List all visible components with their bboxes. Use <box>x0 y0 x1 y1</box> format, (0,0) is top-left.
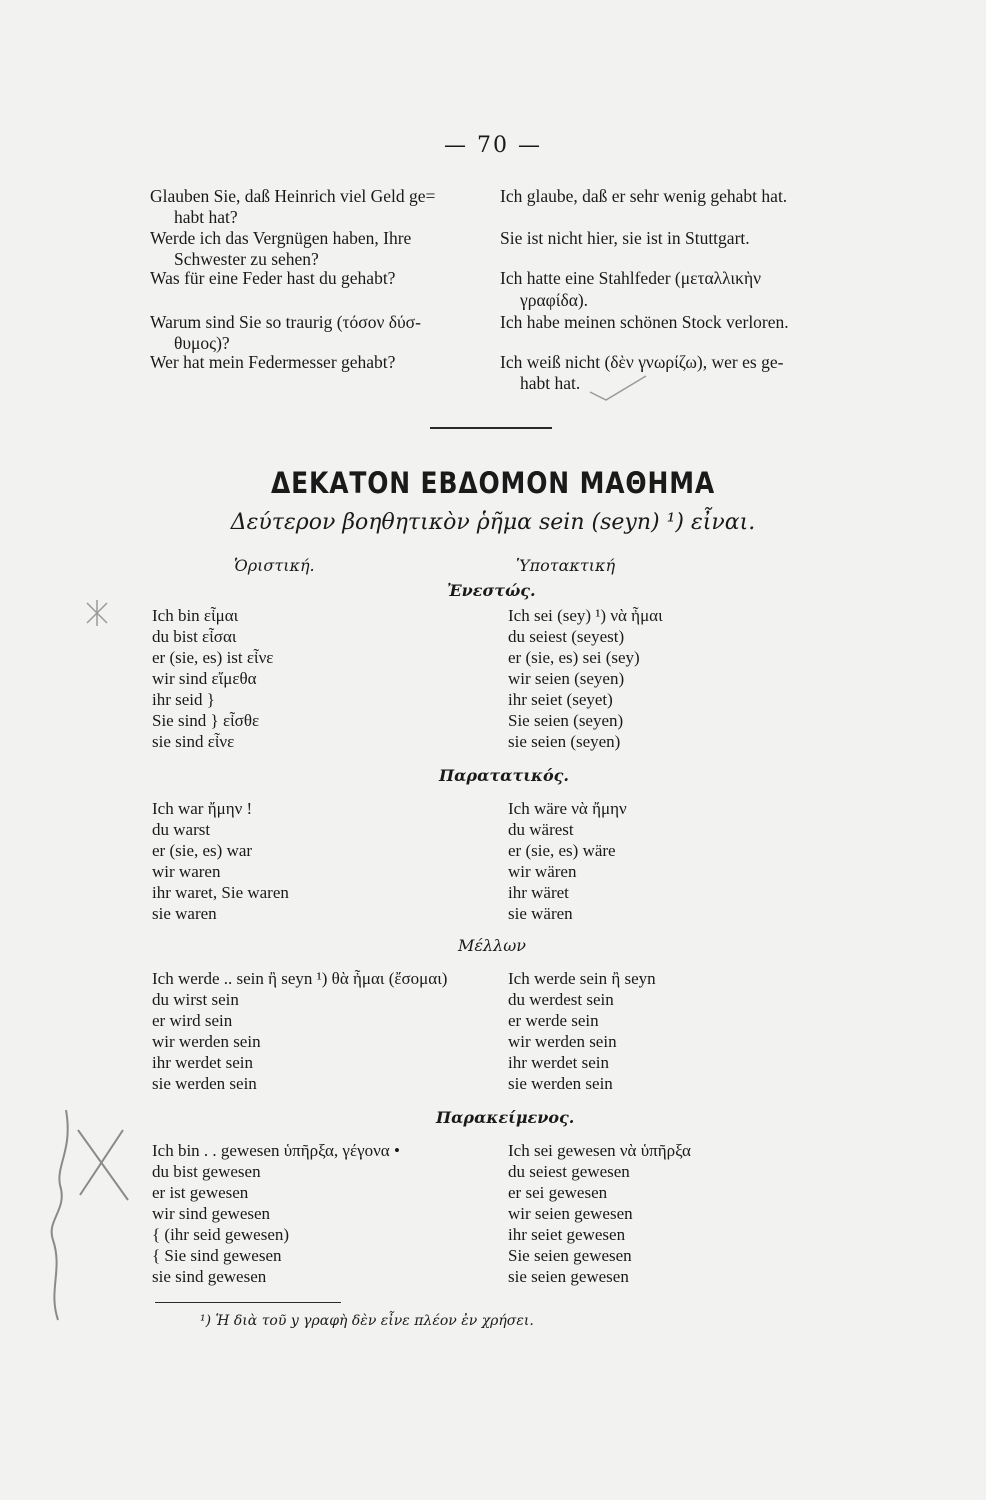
conj-line: { Sie sind gewesen <box>152 1246 282 1265</box>
lesson-title: ΔΕΚΑΤΟΝ ΕΒΔΟΜΟΝ ΜΑΘΗΜΑ <box>270 466 716 500</box>
answer-2: Sie ist nicht hier, sie ist in Stuttgart. <box>500 228 750 248</box>
conj-line: { (ihr seid gewesen) <box>152 1225 290 1244</box>
answer-5: Ich weiß nicht (δὲν γνωρίζω), wer es ge- <box>500 352 784 372</box>
heading-perfect: Παρακείμενος. <box>436 1108 575 1127</box>
question-2: Werde ich das Vergnügen haben, Ihre <box>150 228 412 248</box>
conj-line: Ich sei gewesen νὰ ὑπῆρξα <box>508 1141 691 1160</box>
question-5: Wer hat mein Federmesser gehabt? <box>150 352 396 372</box>
conj-line: sie seien gewesen <box>508 1267 629 1286</box>
conj-line: er (sie, es) sei (sey) <box>508 648 640 667</box>
answer-4: Ich habe meinen schönen Stock verloren. <box>500 312 789 332</box>
answer-5-cont: habt hat. <box>520 373 581 393</box>
conj-line: sie sind εἶνε <box>152 732 235 751</box>
conj-line: er sei gewesen <box>508 1183 608 1202</box>
question-4-cont: θυμος)? <box>174 333 230 353</box>
imperfect-indicative <box>152 798 289 924</box>
question-1-cont: habt hat? <box>174 207 238 227</box>
footnote: ¹) Ἡ διὰ τοῦ y γραφὴ δὲν εἶνε πλέον ἐν χρήσει. <box>200 1313 534 1329</box>
conj-line: Sie seien gewesen <box>508 1246 632 1265</box>
imperfect-subjunctive <box>508 798 627 924</box>
conj-line: Ich bin . . gewesen ὑπῆρξα, γέγονα • <box>152 1141 400 1160</box>
conj-line: du bist εἶσαι <box>152 627 237 646</box>
conj-line: er (sie, es) war <box>152 841 253 860</box>
conj-line: Ich war ἤμην ! <box>152 799 253 818</box>
conj-line: er werde sein <box>508 1011 599 1030</box>
conj-line: Sie seien (seyen) <box>508 711 624 730</box>
conj-line: Ich werde sein ἢ seyn <box>508 969 656 988</box>
conj-line: Ich sei (sey) ¹) νὰ ἦμαι <box>508 606 663 625</box>
conj-line: du wirst sein <box>152 990 239 1009</box>
conj-line: ihr seid } <box>152 690 215 709</box>
present-indicative <box>152 605 273 752</box>
conj-line: wir sind gewesen <box>152 1204 271 1223</box>
conj-line: Ich wäre νὰ ἤμην <box>508 799 627 818</box>
conj-line: du seiest gewesen <box>508 1162 630 1181</box>
page-number: — 70 — <box>444 133 542 158</box>
future-subjunctive <box>508 968 656 1094</box>
answer-3: Ich hatte eine Stahlfeder (μεταλλικὴν <box>500 268 762 288</box>
heading-subjunctive: Ὑποτακτική <box>516 556 616 575</box>
pencil-star <box>82 598 112 628</box>
conj-line: du warst <box>152 820 211 839</box>
conj-line: wir seien gewesen <box>508 1204 633 1223</box>
conj-line: wir sind εἴμεθα <box>152 669 257 688</box>
conj-line: wir wären <box>508 862 577 881</box>
conj-line: ihr wäret <box>508 883 569 902</box>
conj-line: ihr werdet sein <box>152 1053 254 1072</box>
question-4: Warum sind Sie so traurig (τόσον δύσ- <box>150 312 421 332</box>
question-1: Glauben Sie, daß Heinrich viel Geld ge= <box>150 186 436 206</box>
heading-future: Μέλλων <box>458 936 527 955</box>
heading-imperfect: Παρατατικός. <box>439 766 569 785</box>
conj-line: sie werden sein <box>152 1074 257 1093</box>
conj-line: sie seien (seyen) <box>508 732 621 751</box>
pencil-tick <box>588 372 648 402</box>
conj-line: sie wären <box>508 904 573 923</box>
conj-line: sie waren <box>152 904 217 923</box>
question-3: Was für eine Feder hast du gehabt? <box>150 268 396 288</box>
conj-line: er wird sein <box>152 1011 233 1030</box>
present-subjunctive <box>508 605 663 752</box>
conj-line: sie werden sein <box>508 1074 613 1093</box>
conj-line: Ich werde .. sein ἢ seyn ¹) θὰ ἦμαι (ἔσομαι) <box>152 969 448 988</box>
conj-line: du wärest <box>508 820 574 839</box>
conj-line: du seiest (seyest) <box>508 627 625 646</box>
lesson-subtitle: Δεύτερον βοηθητικὸν ῥῆμα sein (seyn) ¹) εἶναι. <box>230 510 756 535</box>
question-2-cont: Schwester zu sehen? <box>174 249 319 269</box>
future-indicative <box>152 968 447 1094</box>
conj-line: Sie sind } εἶσθε <box>152 711 260 730</box>
conj-line: er ist gewesen <box>152 1183 249 1202</box>
section-divider <box>430 427 552 429</box>
conj-line: wir werden sein <box>152 1032 261 1051</box>
conj-line: sie sind gewesen <box>152 1267 267 1286</box>
perfect-subjunctive <box>508 1140 691 1287</box>
conj-line: ihr seiet gewesen <box>508 1225 626 1244</box>
answer-3-cont: γραφίδα). <box>520 290 589 310</box>
conj-line: ihr werdet sein <box>508 1053 610 1072</box>
conj-line: du bist gewesen <box>152 1162 261 1181</box>
conj-line: ihr waret, Sie waren <box>152 883 289 902</box>
conj-line: wir seien (seyen) <box>508 669 625 688</box>
heading-indicative: Ὁριστική. <box>234 556 315 575</box>
answer-1: Ich glaube, daß er sehr wenig gehabt hat. <box>500 186 788 206</box>
conj-line: ihr seiet (seyet) <box>508 690 613 709</box>
conj-line: wir werden sein <box>508 1032 617 1051</box>
conj-line: er (sie, es) ist εἶνε <box>152 648 274 667</box>
pencil-scribble <box>18 1090 138 1330</box>
conj-line: Ich bin εἶμαι <box>152 606 239 625</box>
conj-line: du werdest sein <box>508 990 614 1009</box>
conj-line: wir waren <box>152 862 221 881</box>
perfect-indicative <box>152 1140 400 1287</box>
footnote-rule <box>155 1302 341 1303</box>
heading-present: Ἐνεστώς. <box>447 581 536 600</box>
conj-line: er (sie, es) wäre <box>508 841 616 860</box>
